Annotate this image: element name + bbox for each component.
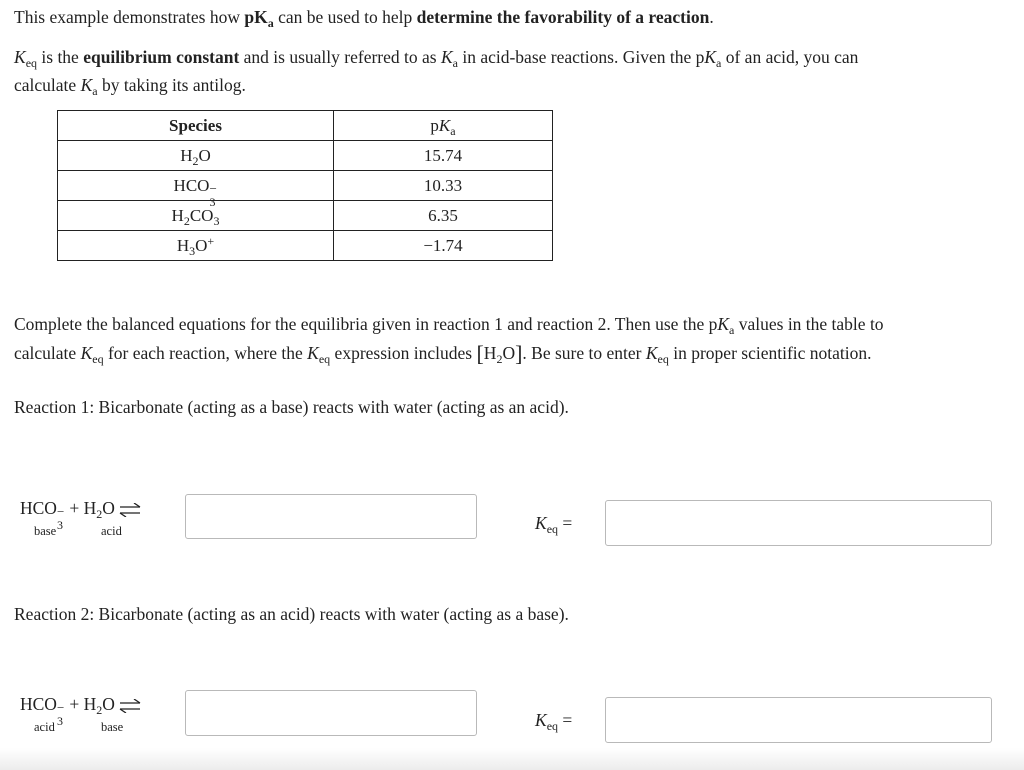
- species-text: H: [180, 145, 193, 165]
- instr-o: O: [502, 343, 516, 363]
- reaction1-label-right: acid: [101, 524, 122, 538]
- header-pka-k: K: [438, 115, 451, 135]
- instr-text: . Be sure to enter: [522, 343, 646, 363]
- reaction2-keq-label: [535, 710, 572, 731]
- instr-k: K: [80, 343, 93, 363]
- reaction1-keq-label: [535, 513, 572, 534]
- keq-paragraph-line1: [14, 43, 858, 71]
- o-text: O: [102, 694, 115, 714]
- intro-text: [14, 3, 714, 31]
- instr-text: values in the table to: [734, 314, 884, 334]
- species-text: HCO: [173, 175, 210, 195]
- keq-sub: eq: [546, 522, 559, 536]
- keq-k: K: [535, 513, 547, 533]
- table-row: [58, 171, 553, 201]
- intro-pk-sub: a: [267, 16, 274, 30]
- instr-h-sub: 2: [496, 352, 503, 366]
- intro-text-1: This example demonstrates how: [14, 7, 245, 27]
- equilibrium-arrow-icon: [119, 699, 141, 713]
- instr-sub: eq: [92, 352, 104, 366]
- species-text: CO: [189, 205, 214, 225]
- instr-text: calculate: [14, 343, 81, 363]
- keq-bold: equilibrium constant: [83, 47, 240, 67]
- intro-text-2: can be used to help: [273, 7, 417, 27]
- keq-k: K: [535, 710, 547, 730]
- keq-sub: eq: [546, 719, 559, 733]
- header-pka-sub: a: [450, 123, 456, 138]
- instr-sub: a: [729, 323, 735, 337]
- keq-paragraph-line2: [14, 71, 246, 99]
- instr-sub: eq: [318, 352, 331, 366]
- h2o-sub: 2: [96, 703, 103, 717]
- species-sup: −: [209, 180, 217, 196]
- h2o-sub: 2: [96, 507, 103, 521]
- pka-symbol: K: [704, 47, 717, 67]
- species-sup: +: [207, 233, 215, 248]
- header-pka-p: p: [430, 115, 439, 135]
- reaction2-label-right: base: [101, 720, 124, 734]
- pka-cell: 15.74: [334, 141, 553, 171]
- pka-sub: a: [716, 56, 722, 70]
- reaction1-keq-input[interactable]: [605, 500, 992, 546]
- species-text: O: [195, 235, 208, 255]
- keq-line2-k: K: [80, 75, 93, 95]
- species-cell: [58, 171, 334, 209]
- ka-symbol: K: [440, 47, 453, 67]
- table-header-row: [58, 111, 553, 141]
- plus-h-text: + H: [64, 694, 97, 714]
- keq-text-3: in acid-base reactions. Given the p: [457, 47, 705, 67]
- instr-k: K: [307, 343, 319, 363]
- keq-line2-text-1: calculate: [14, 75, 81, 95]
- species-cell: [58, 231, 334, 261]
- species-text: H: [171, 205, 184, 225]
- keq-line2-sub: a: [92, 84, 98, 98]
- keq-text-1: is the: [37, 47, 84, 67]
- instr-k: K: [717, 314, 730, 334]
- plus-h-text: + H: [64, 498, 97, 518]
- species-sub: 3: [189, 243, 196, 258]
- hco-text: HCO: [20, 694, 57, 714]
- instr-text: Complete the balanced equations for the equilibria given in reaction 1 and reaction 2. Then use the p: [14, 314, 718, 334]
- equilibrium-arrow-icon: [119, 503, 141, 517]
- hco-sup: −: [56, 700, 65, 715]
- reaction2-label-left: acid: [34, 720, 55, 734]
- reaction1-label-left: base: [34, 524, 57, 538]
- keq-sub: eq: [25, 56, 38, 70]
- species-cell: [58, 201, 334, 231]
- species-cell: [58, 141, 334, 171]
- hco-sub: 3: [56, 714, 63, 728]
- keq-equals: =: [558, 513, 573, 533]
- table-row: [58, 231, 553, 261]
- pka-table: [57, 110, 553, 261]
- species-sub: 3: [213, 213, 220, 228]
- reaction1-products-input[interactable]: [185, 494, 477, 539]
- instr-text: in proper scientific notation.: [668, 343, 872, 363]
- instr-sub: eq: [657, 352, 669, 366]
- instructions-line1: [14, 310, 884, 338]
- instr-text: for each reaction, where the: [103, 343, 308, 363]
- reaction1-description: Reaction 1: Bicarbonate (acting as a base) reacts with water (acting as an acid).: [14, 397, 569, 417]
- intro-bold: determine the favorability of a reaction: [416, 7, 710, 27]
- keq-line2-text-2: by taking its antilog.: [97, 75, 246, 95]
- instr-text: expression includes: [330, 343, 477, 363]
- reaction2-keq-input[interactable]: [605, 697, 992, 743]
- table-row: [58, 141, 553, 171]
- reaction2-products-input[interactable]: [185, 690, 477, 736]
- species-sub: 2: [192, 153, 199, 168]
- keq-symbol: K: [14, 47, 26, 67]
- header-species: Species: [58, 111, 334, 141]
- ka-sub: a: [452, 56, 458, 70]
- intro-text-3: .: [709, 7, 714, 27]
- keq-equals: =: [558, 710, 573, 730]
- pka-cell: 10.33: [334, 171, 553, 201]
- intro-pk: pK: [244, 7, 268, 27]
- instr-h: H: [483, 343, 497, 363]
- instructions-line2: [14, 339, 872, 368]
- bracket-open: [: [476, 341, 484, 366]
- pka-cell: 6.35: [334, 201, 553, 231]
- species-text: H: [176, 235, 190, 255]
- bottom-fade: [0, 748, 1024, 770]
- reaction2-description: Reaction 2: Bicarbonate (acting as an acid) reacts with water (acting as a base).: [14, 604, 569, 624]
- keq-text-4: of an acid, you can: [721, 47, 859, 67]
- keq-text-2: and is usually referred to as: [239, 47, 441, 67]
- pka-cell: −1.74: [334, 231, 553, 261]
- species-text: O: [198, 145, 211, 165]
- species-sub: 2: [183, 213, 190, 228]
- bracket-close: ]: [515, 341, 523, 366]
- o-text: O: [102, 498, 115, 518]
- instr-k: K: [645, 343, 658, 363]
- hco-sub: 3: [56, 518, 63, 532]
- species-sub: 3: [209, 194, 216, 209]
- hco-sup: −: [56, 504, 65, 519]
- hco-text: HCO: [20, 498, 57, 518]
- header-pka: [334, 111, 553, 141]
- table-row: [58, 201, 553, 231]
